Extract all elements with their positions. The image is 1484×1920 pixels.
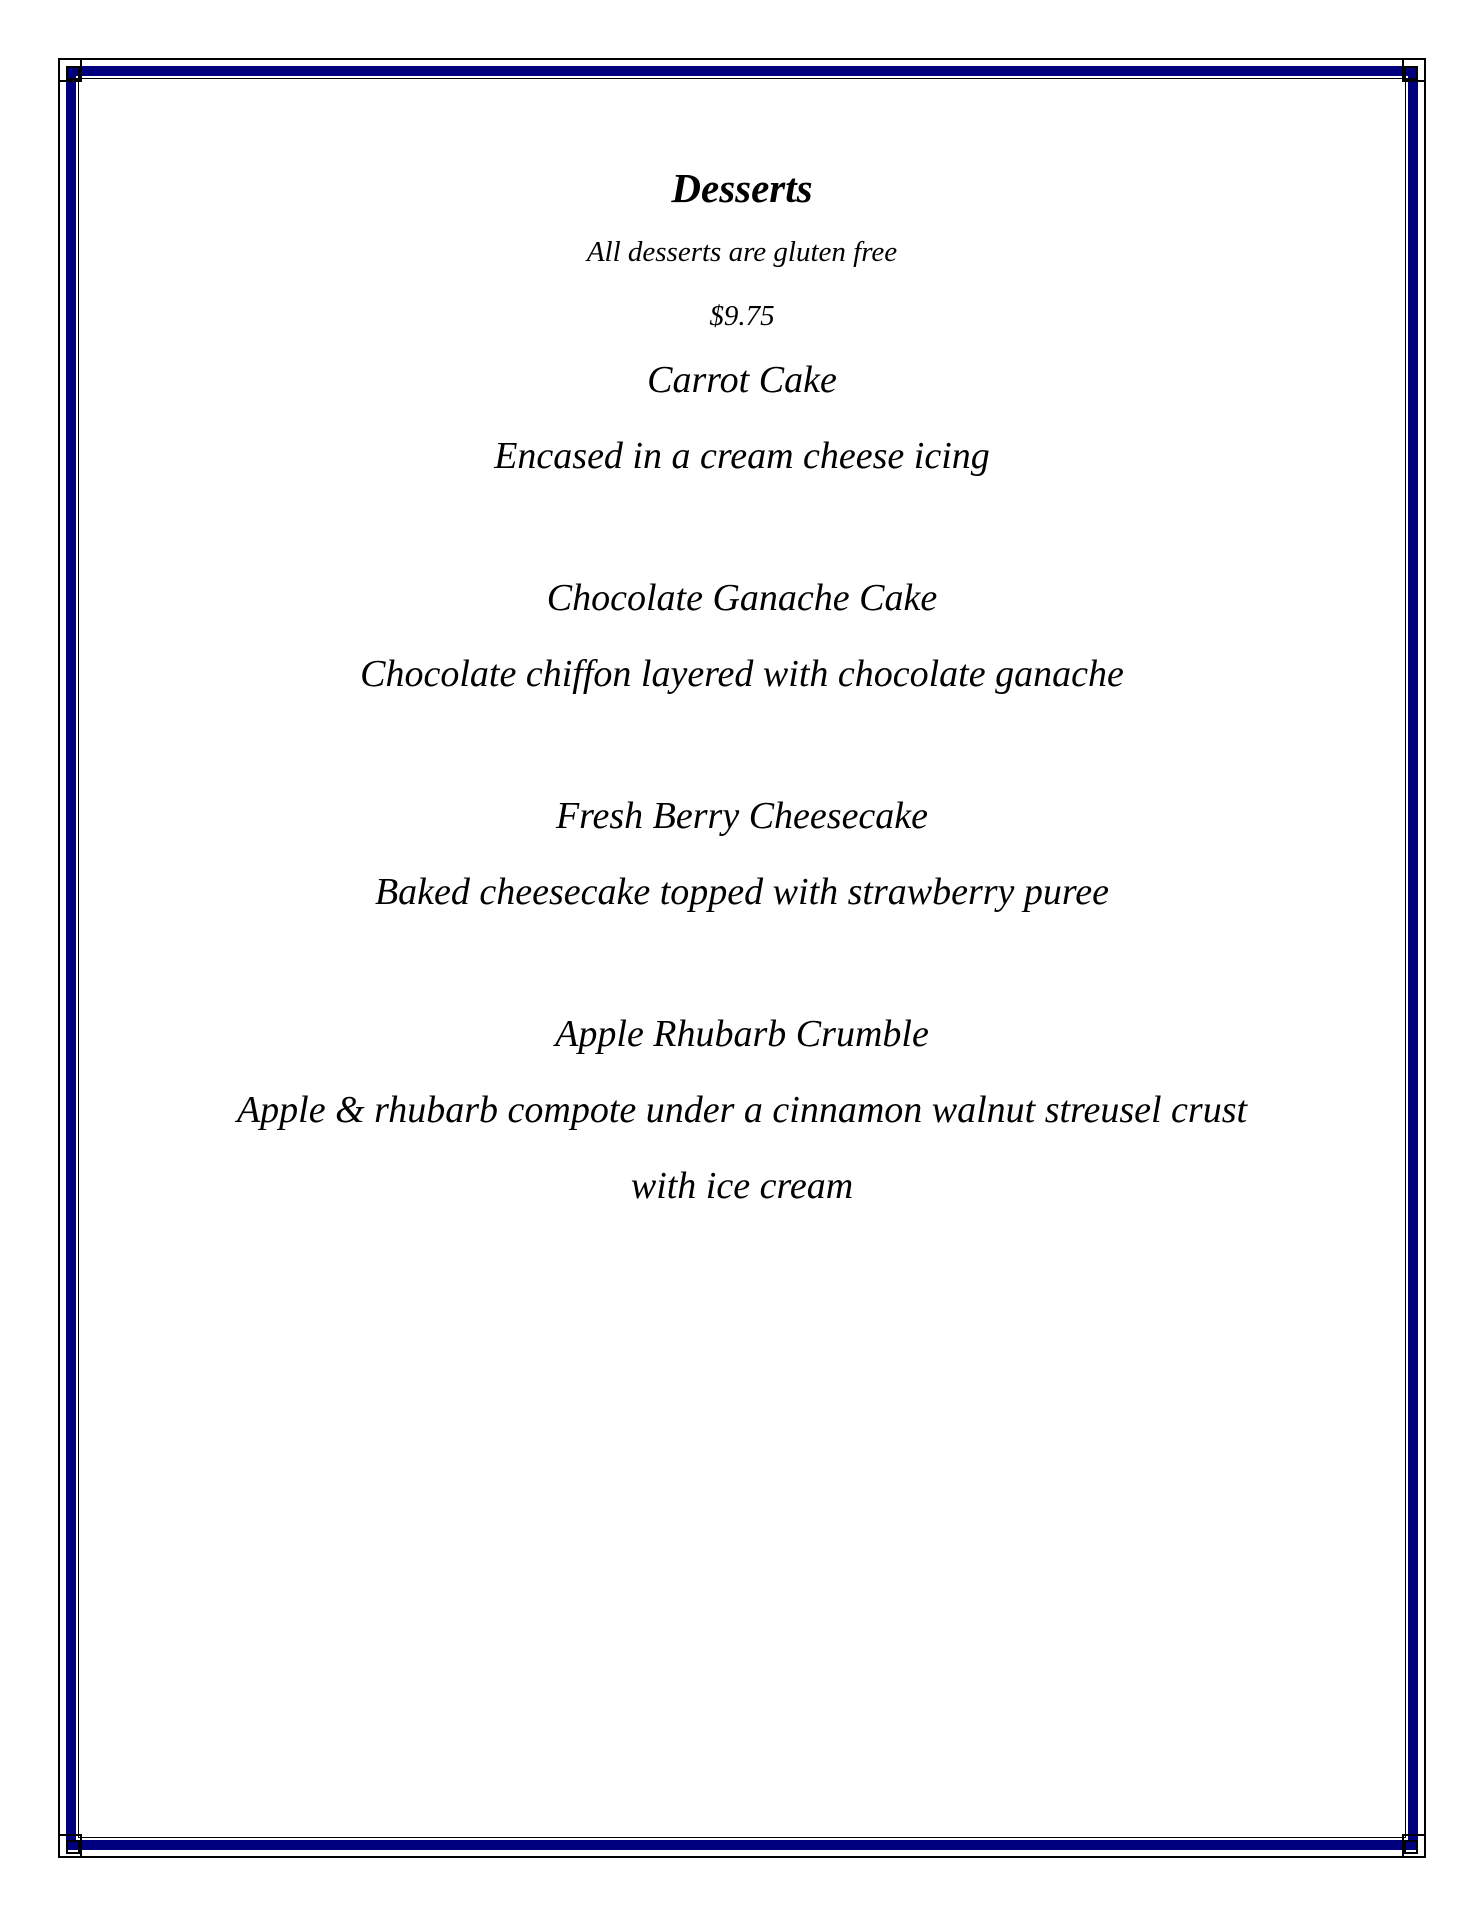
corner-square-bottom-left (66, 1840, 80, 1854)
menu-item-description: Baked cheesecake topped with strawberry puree (374, 871, 1110, 913)
menu-item (120, 996, 1364, 1224)
corner-square-top-right (1404, 66, 1418, 80)
menu-item-description: Apple & rhubarb compote under a cinnamon walnut streusel crust (236, 1089, 1248, 1131)
menu-item-name: Apple Rhubarb Crumble (555, 1013, 929, 1055)
menu-item-description: Encased in a cream cheese icing (494, 435, 990, 477)
menu-title: Desserts (671, 165, 813, 211)
menu-item (120, 560, 1364, 712)
menu-item-name: Carrot Cake (647, 359, 837, 401)
menu-note: All desserts are gluten free (586, 236, 898, 268)
menu-item-name: Chocolate Ganache Cake (546, 577, 938, 619)
menu-item-description-continued: with ice cream (630, 1165, 854, 1207)
menu-item (120, 778, 1364, 930)
menu-price: $9.75 (709, 300, 775, 332)
corner-square-bottom-right (1404, 1840, 1418, 1854)
menu-item-description: Chocolate chiffon layered with chocolate ganache (360, 653, 1124, 695)
menu-item-name: Fresh Berry Cheesecake (555, 795, 929, 837)
corner-square-top-left (66, 66, 80, 80)
menu-item (120, 342, 1364, 494)
menu-content (120, 160, 1364, 1224)
